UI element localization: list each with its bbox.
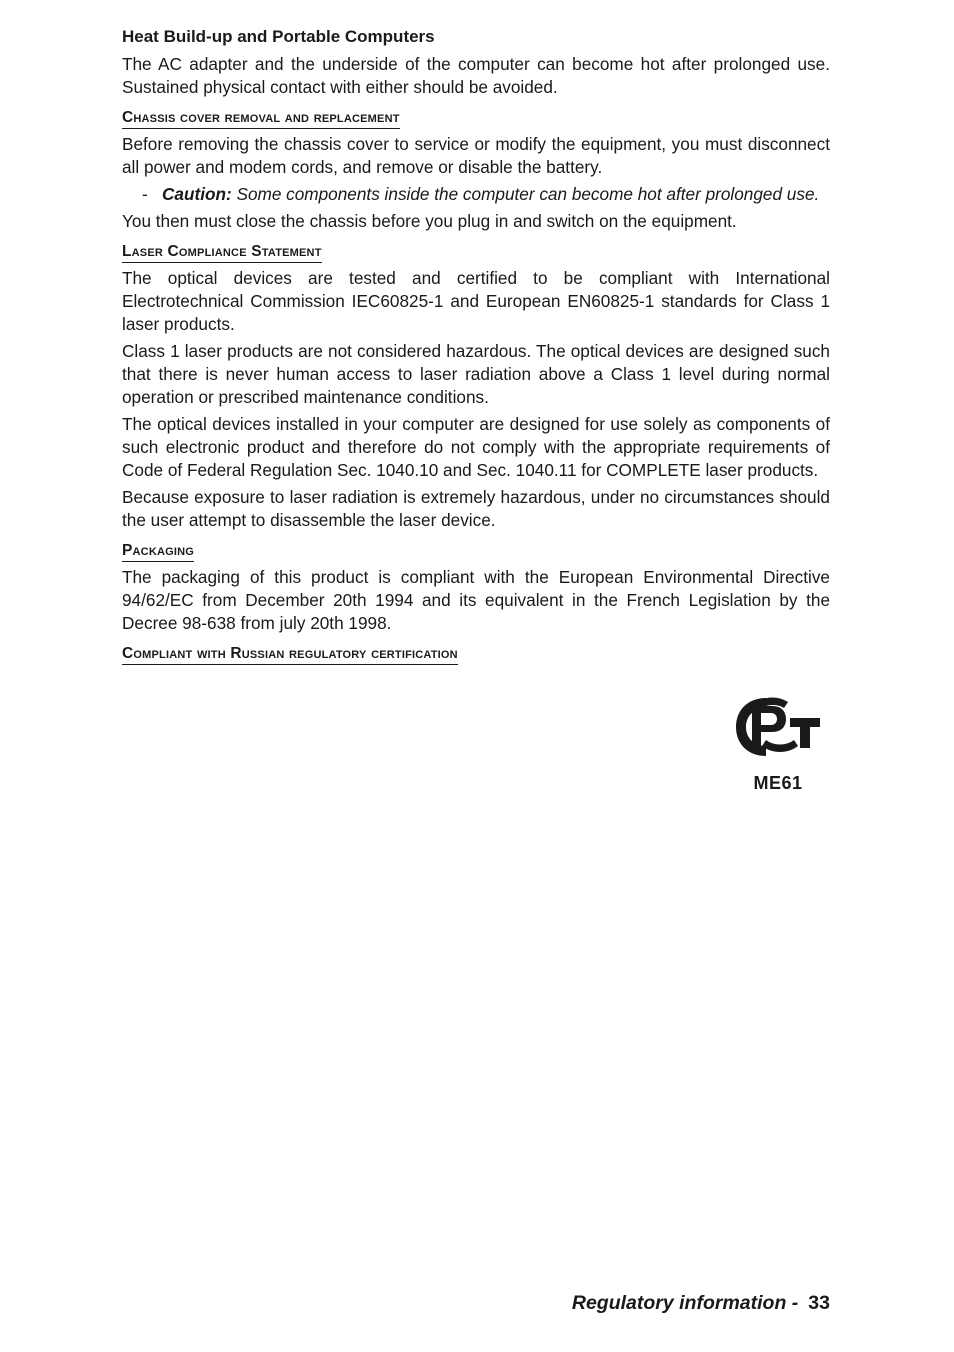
- packaging-body: The packaging of this product is compliant with the European Environmental Directive 94/62/EC from December 20th 1994 and its equivalent in the French Legislation by the Decree 98-638 from july 20th 1998.: [122, 567, 830, 633]
- laser-heading: Laser Compliance Statement: [122, 242, 322, 263]
- caution-text-block: [162, 183, 830, 206]
- page-footer: [572, 1290, 830, 1316]
- chassis-body: Before removing the chassis cover to service or modify the equipment, you must disconnect all power and modem cords, and remove or disable the battery.: [122, 134, 830, 177]
- gost-certification-mark: [730, 692, 826, 795]
- caution-dash: -: [142, 184, 148, 204]
- footer-title: Regulatory information -: [571, 1292, 799, 1314]
- caution-text: Some components inside the computer can become hot after prolonged use.: [231, 184, 820, 204]
- certification-code: ME61: [753, 773, 803, 793]
- chassis-heading: Chassis cover removal and replacement: [122, 108, 400, 129]
- page-number: 33: [808, 1292, 830, 1314]
- chassis-closing: You then must close the chassis before you plug in and switch on the equipment.: [122, 211, 737, 231]
- gost-r-logo-icon: [732, 692, 824, 762]
- caution-note: [142, 183, 830, 206]
- laser-paragraph-2: Class 1 laser products are not considered hazardous. The optical devices are designed such that there is never human access to laser radiation above a Class 1 level during normal operation or prescribed maintenance conditions.: [122, 341, 830, 407]
- heat-heading: Heat Build-up and Portable Computers: [122, 27, 435, 46]
- packaging-heading: Packaging: [122, 541, 194, 562]
- heat-body: The AC adapter and the underside of the computer can become hot after prolonged use. Sustained physical contact with either should be avoided.: [122, 54, 830, 97]
- laser-paragraph-4: Because exposure to laser radiation is extremely hazardous, under no circumstances should the user attempt to disassemble the laser device.: [122, 487, 830, 530]
- russian-heading: Compliant with Russian regulatory certification: [122, 644, 458, 665]
- document-page: [122, 26, 830, 669]
- laser-paragraph-3: The optical devices installed in your computer are designed for use solely as components of such electronic product and therefore do not comply with the appropriate requirements of Code of Federal Regulation Sec. 1040.10 and Sec. 1040.11 for COMPLETE laser products.: [122, 414, 830, 480]
- caution-label: Caution:: [162, 184, 232, 204]
- laser-paragraph-1: The optical devices are tested and certified to be compliant with International Electrotechnical Commission IEC60825-1 and European EN60825-1 standards for Class 1 laser products.: [122, 268, 830, 334]
